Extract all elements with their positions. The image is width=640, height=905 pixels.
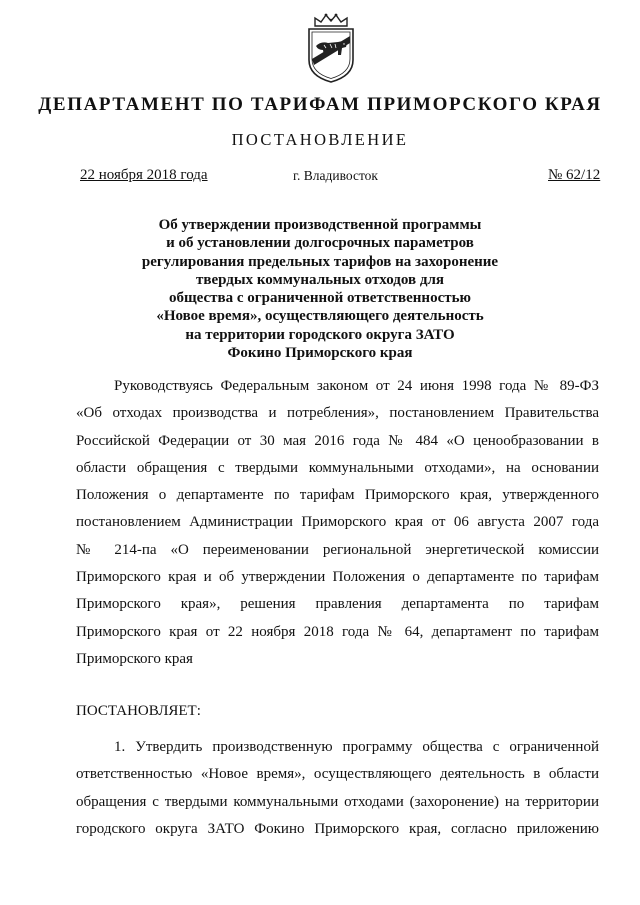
document-date: 22 ноября 2018 года — [80, 167, 208, 183]
paragraph-line: постановлением Администрации Приморского края от 06 августа 2007 года — [76, 514, 599, 531]
paragraph-line: городского округа ЗАТО Фокино Приморского края, согласно приложению — [76, 820, 599, 837]
paragraph-line: обращения с твердыми коммунальными отходами (захоронение) на территории — [76, 793, 599, 810]
item-1-paragraph — [76, 734, 599, 843]
paragraph-line: Приморского края», решения правления департамента по тарифам — [76, 596, 599, 613]
subject-line: Фокино Приморского края — [227, 345, 413, 362]
preamble-paragraph — [76, 373, 599, 673]
subject-line: на территории городского округа ЗАТО — [185, 326, 455, 343]
decree-word: ПОСТАНОВЛЯЕТ: — [76, 703, 201, 719]
document-subject — [110, 216, 530, 362]
paragraph-line: Руководствуясь Федеральным законом от 24 июня 1998 года № 89-ФЗ — [114, 378, 599, 394]
subject-line: «Новое время», осуществляющего деятельность — [156, 308, 484, 325]
subject-line: твердых коммунальных отходов для — [196, 271, 444, 288]
subject-line: регулирования предельных тарифов на захоронение — [141, 253, 499, 270]
paragraph-line: Российской Федерации от 30 мая 2016 года № 484 «О ценообразовании в — [76, 432, 599, 449]
paragraph-line: ответственностью «Новое время», осуществляющего деятельность в области — [76, 766, 599, 783]
department-title: ДЕПАРТАМЕНТ ПО ТАРИФАМ ПРИМОРСКОГО КРАЯ — [38, 94, 602, 115]
paragraph-line: Приморского края — [76, 650, 193, 667]
paragraph-line: Приморского края и об утверждении Положения о департаменте по тарифам — [76, 569, 599, 586]
subject-line: общества с ограниченной ответственностью — [169, 290, 471, 307]
paragraph-line: № 214-па «О переименовании региональной энергетической комиссии — [76, 541, 599, 558]
subject-line: и об установлении долгосрочных параметров — [166, 235, 474, 252]
document-city: г. Владивосток — [293, 168, 378, 183]
document-number: № 62/12 — [548, 167, 601, 183]
paragraph-line: 1. Утвердить производственную программу общества с ограниченной — [114, 739, 599, 755]
subject-line: Об утверждении производственной программы — [158, 217, 482, 233]
paragraph-line: Положения о департаменте по тарифам Приморского края, утвержденного — [76, 487, 599, 504]
document-type: ПОСТАНОВЛЕНИЕ — [231, 130, 409, 149]
paragraph-line: Приморского края от 22 ноября 2018 года № 64, департамент по тарифам — [76, 623, 599, 640]
paragraph-line: «Об отходах производства и потребления», постановлением Правительства — [76, 405, 599, 422]
paragraph-line: области обращения с твердыми коммунальными отходами», на основании — [76, 459, 599, 476]
coat-of-arms-icon — [301, 12, 361, 84]
